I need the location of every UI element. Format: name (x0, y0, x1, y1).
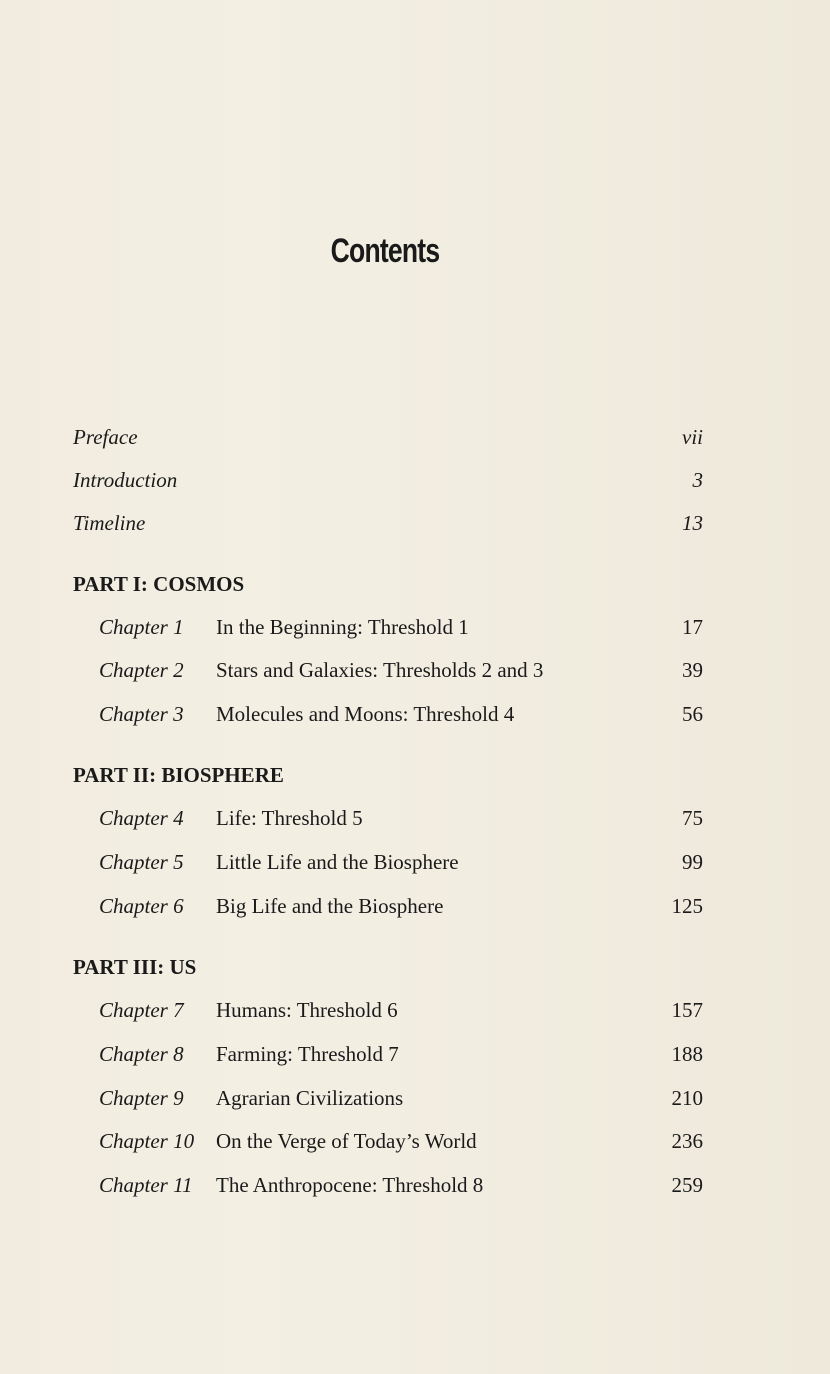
toc-chapter-row (99, 658, 703, 688)
chapter-page: 259 (671, 1173, 703, 1197)
chapter-page: 210 (671, 1086, 703, 1110)
toc-entry-introduction (73, 468, 703, 498)
chapter-page: 56 (682, 702, 703, 726)
chapter-page: 17 (682, 615, 703, 639)
chapter-page: 39 (682, 658, 703, 682)
chapter-number: Chapter 6 (99, 894, 184, 918)
chapter-number: Chapter 9 (99, 1086, 184, 1110)
chapter-title: Agrarian Civilizations (216, 1086, 404, 1110)
part-heading-biosphere: PART II: BIOSPHERE (73, 763, 284, 787)
toc-entry-timeline (73, 511, 703, 541)
toc-entry-page: 13 (682, 511, 703, 535)
chapter-title: Farming: Threshold 7 (216, 1042, 399, 1066)
chapter-number: Chapter 3 (99, 702, 184, 726)
chapter-number: Chapter 1 (99, 615, 184, 639)
toc-entry-label: Timeline (73, 511, 146, 535)
part-heading-cosmos: PART I: COSMOS (73, 572, 245, 596)
chapter-number: Chapter 8 (99, 1042, 184, 1066)
toc-chapter-row (99, 1086, 703, 1116)
toc-chapter-row (99, 1042, 703, 1072)
chapter-number: Chapter 2 (99, 658, 184, 682)
chapter-title: Humans: Threshold 6 (216, 998, 398, 1022)
chapter-title: Life: Threshold 5 (216, 806, 363, 830)
toc-chapter-row (99, 998, 703, 1028)
chapter-title: In the Beginning: Threshold 1 (216, 615, 469, 639)
chapter-page: 157 (671, 998, 703, 1022)
chapter-title: Big Life and the Biosphere (216, 894, 444, 918)
toc-entry-page: vii (682, 425, 703, 449)
page-title: Contents (330, 232, 440, 270)
toc-chapter-row (99, 1173, 703, 1203)
chapter-page: 125 (671, 894, 703, 918)
toc-chapter-row (99, 702, 703, 732)
part-heading-us: PART III: US (73, 955, 197, 979)
chapter-title: Stars and Galaxies: Thresholds 2 and 3 (216, 658, 544, 682)
chapter-title: On the Verge of Today’s World (216, 1129, 477, 1153)
chapter-page: 236 (671, 1129, 703, 1153)
toc-entry-preface (73, 425, 703, 455)
toc-entry-label: Introduction (73, 468, 178, 492)
toc-chapter-row (99, 615, 703, 645)
chapter-page: 188 (671, 1042, 703, 1066)
chapter-title: Little Life and the Biosphere (216, 850, 459, 874)
toc-chapter-row (99, 850, 703, 880)
toc-chapter-row (99, 806, 703, 836)
chapter-page: 75 (682, 806, 703, 830)
chapter-number: Chapter 7 (99, 998, 184, 1022)
chapter-number: Chapter 10 (99, 1129, 195, 1153)
chapter-number: Chapter 11 (99, 1173, 193, 1197)
toc-chapter-row (99, 894, 703, 924)
toc-entry-page: 3 (692, 468, 703, 492)
chapter-number: Chapter 5 (99, 850, 184, 874)
chapter-page: 99 (682, 850, 703, 874)
chapter-title: Molecules and Moons: Threshold 4 (216, 702, 515, 726)
toc-entry-label: Preface (73, 425, 138, 449)
toc-chapter-row (99, 1129, 703, 1159)
chapter-title: The Anthropocene: Threshold 8 (216, 1173, 484, 1197)
chapter-number: Chapter 4 (99, 806, 184, 830)
